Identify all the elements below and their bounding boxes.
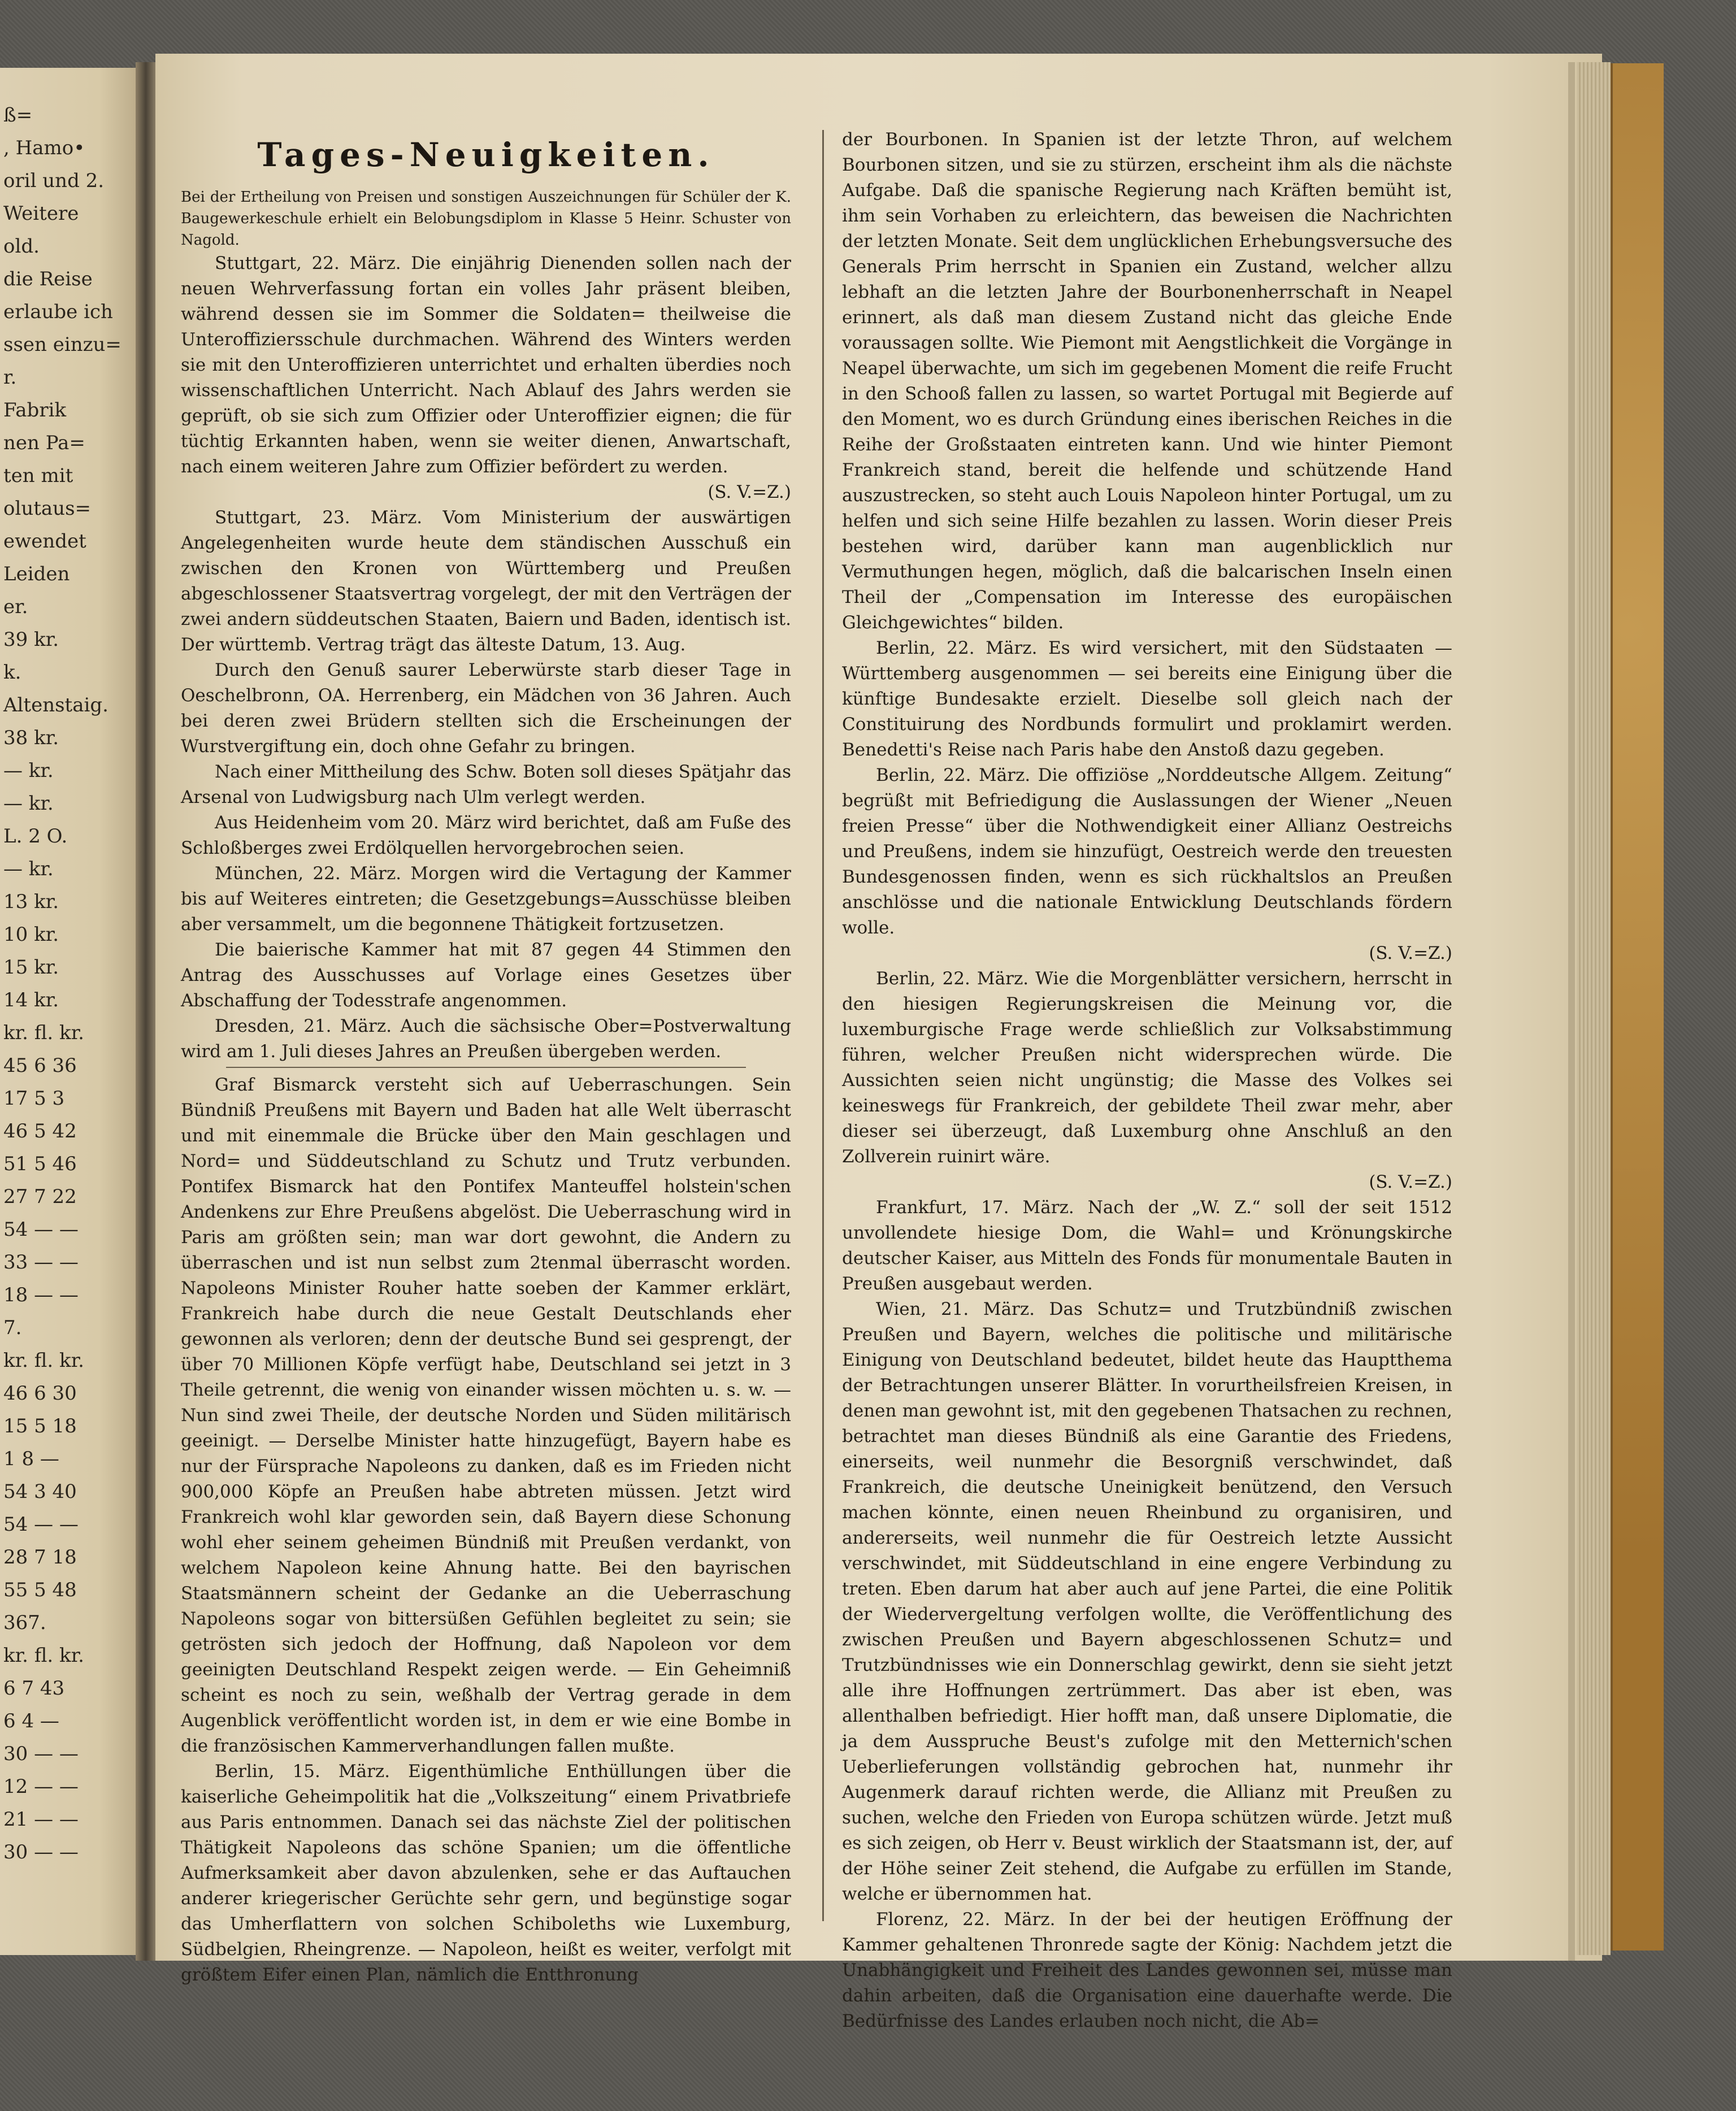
previous-page-line: 18 — — (3, 1284, 79, 1306)
article-column-left (181, 186, 791, 1995)
previous-page-line: 27 7 22 (3, 1185, 77, 1208)
previous-page-line: Leiden (3, 563, 70, 585)
article-paragraph: Berlin, 22. März. Wie die Morgenblätter versichern, herrscht in den hiesigen Regierungskreisen die Meinung vor, die luxemburgische Frage werde schließlich zur Volksabstimmung führen, welcher Preußen nicht widersprechen würde. Die Aussichten seien nicht ungünstig; die Masse des Volkes sei keineswegs für Frankreich, der gebildete Theil zwar mehr, aber dieser sei überzeugt, daß Luxemburg ohne Anschluß an den Zollverein ruinirt wäre. (842, 968, 1452, 1167)
previous-page-line: ewendet (3, 530, 86, 553)
previous-page-line: 54 3 40 (3, 1480, 77, 1503)
previous-page-line: olutaus= (3, 497, 92, 520)
previous-page-line: oril und 2. (3, 170, 105, 192)
previous-page-line: 17 5 3 (3, 1087, 65, 1110)
page-shadow (1568, 62, 1575, 1961)
article-paragraph: Wien, 21. März. Das Schutz= und Trutzbündniß zwischen Preußen und Bayern, welches die politische und militärische Einigung von Deutschland bedeutet, bildet heute das Hauptthema der Betrachtungen unserer Blätter. In vorurtheilsfreien Kreisen, in denen man gewohnt ist, mit den gegebenen Thatsachen zu rechnen, betrachtet man dieses Bündniß als eine Garantie des Friedens, einerseits, weil nunmehr die Besorgniß verschwindet, daß Frankreich, die deutsche Uneinigkeit benützend, den Versuch machen könnte, einen neuen Rheinbund zu organisiren, und andererseits, weil nunmehr die für Oestreich letzte Aussicht verschwindet, mit Süddeutschland in eine engere Verbindung zu treten. Eben darum hat aber auch auf jene Partei, die eine Politik der Wiedervergeltung verfolgen wollte, die Veröffentlichung des zwischen Preußen und Bayern abgeschlossenen Schutz= und Trutzbündnisses wie ein Donnerschlag gewirkt, denn sie sieht jetzt alle ihre Hoffnungen zertrümmert. Das aber ist eben, was allenthalben befriedigt. Hier hofft man, daß unsere Diplomatie, die ja dem Ausspruche Beust's zufolge mit den Metternich'schen Ueberlieferungen vollständig gebrochen hat, nunmehr ihr Augenmerk darauf richten werde, die Allianz mit Preußen zu suchen, welche den Frieden von Europa schützen würde. Jetzt muß es sich zeigen, ob Herr v. Beust wirklich der Staatsmann ist, der, auf der Höhe seiner Zeit stehend, die Aufgabe zu erfüllen im Stande, welche er übernommen hat. (842, 1299, 1452, 1904)
book-cover-edge (1611, 63, 1664, 1951)
previous-page-line: 54 — — (3, 1218, 79, 1241)
previous-page-line: 10 kr. (3, 923, 59, 946)
previous-page-line: Weitere (3, 202, 79, 225)
article-paragraph: Stuttgart, 22. März. Die einjährig Dienenden sollen nach der neuen Wehrverfassung fortan ein volles Jahr präsent bleiben, während dessen sie im Sommer die Soldaten= theilweise die Unteroffiziersschule durchmachen. Während des Winters werden sie mit den Unteroffizieren unterrichtet und erhalten überdies noch wissenschaftlichen Unterricht. Nach Ablauf des Jahrs werden sie geprüft, ob sie sich zum Offizier oder Unteroffizier eignen; die für tüchtig Erkannten haben, wenn sie weiter dienen, Anwartschaft, nach einem weiteren Jahre zum Offizier befördert zu werden. (181, 253, 791, 477)
article-paragraph: Dresden, 21. März. Auch die sächsische Ober=Postverwaltung wird am 1. Juli dieses Jahres an Preußen übergeben werden. (181, 1016, 791, 1062)
previous-page-line: 13 kr. (3, 891, 59, 913)
previous-page-line: 15 5 18 (3, 1415, 77, 1437)
book-gutter (136, 62, 158, 1961)
article-column-right (842, 127, 1452, 2031)
page-stack-edge (1577, 62, 1611, 1955)
previous-page-line: 39 kr. (3, 628, 59, 651)
previous-page-line: 51 5 46 (3, 1153, 77, 1175)
previous-page-line: nen Pa= (3, 432, 85, 454)
previous-page-line: 21 — — (3, 1808, 79, 1831)
previous-page-line: 6 4 — (3, 1710, 59, 1732)
previous-page-line: Altenstaig. (3, 694, 108, 716)
article-paragraph: (S. V.=Z.) (1369, 1172, 1452, 1192)
previous-page-line: 6 7 43 (3, 1677, 65, 1700)
article-separator (226, 1067, 746, 1068)
article-paragraph: Durch den Genuß saurer Leberwürste starb dieser Tage in Oeschelbronn, OA. Herrenberg, ein Mädchen von 36 Jahren. Auch bei deren zwei Brüdern stellten sich die Erscheinungen der Wurstvergiftung ein, doch ohne Gefahr zu bringen. (181, 660, 791, 757)
previous-page-line: ß= (3, 104, 33, 127)
previous-page-line: 12 — — (3, 1775, 79, 1798)
previous-page (0, 68, 141, 1955)
previous-page-line: — kr. (3, 759, 54, 782)
article-paragraph: München, 22. März. Morgen wird die Vertagung der Kammer bis auf Weiteres eintreten; die Gesetzgebungs=Ausschüsse bleiben aber versammelt, um die begonnene Thätigkeit fortzusetzen. (181, 863, 791, 935)
previous-page-line: L. 2 O. (3, 825, 68, 848)
previous-page-line: kr. fl. kr. (3, 1644, 84, 1667)
previous-page-line: kr. fl. kr. (3, 1349, 84, 1372)
article-paragraph: Die baierische Kammer hat mit 87 gegen 44 Stimmen den Antrag des Ausschusses auf Vorlage eines Gesetzes über Abschaffung der Todesstrafe angenommen. (181, 940, 791, 1011)
article-paragraph: Graf Bismarck versteht sich auf Ueberraschungen. Sein Bündniß Preußens mit Bayern und Baden hat alle Welt überrascht und mit einemmale die Brücke über den Main geschlagen und Nord= und Süddeutschland zu Schutz und Trutz verbunden. Pontifex Bismarck hat den Pontifex Manteuffel holstein'schen Andenkens zur Ehre Preußens abgelöst. Die Ueberraschung wird in Paris am größten sein; man war dort gewohnt, die Andern zu überraschen und ist nun selbst zum 2tenmal überrascht worden. Napoleons Minister Rouher hatte soeben der Kammer erklärt, Frankreich habe durch die neue Gestalt Deutschlands eher gewonnen als verloren; denn der deutsche Bund sei gesprengt, der über 70 Millionen Köpfe verfügt habe, Deutschland sei jetzt in 3 Theile getrennt, die wenig von einander wissen möchten u. s. w. — Nun sind zwei Theile, der deutsche Norden und Süden militärisch geeinigt. — Derselbe Minister hatte hinzugefügt, Bayern habe es nur der Fürsprache Napoleons zu danken, daß es im Frieden nicht 900,000 Köpfe an Preußen habe abtreten müssen. Jetzt wird Frankreich wohl klar geworden sein, daß Bayern diese Schonung wohl eher seinem geheimen Bündniß mit Preußen verdankt, von welchem Napoleon keine Ahnung hatte. Bei den bayrischen Staatsmännern scheint der Gedanke an die Ueberraschung Napoleons sogar von bittersüßen Gefühlen begleitet zu sein; sie getrösten sich jedoch der Hoffnung, daß Napoleon vor dem geeinigten Deutschland Respekt zeigen werde. — Ein Geheimniß scheint es noch zu sein, weßhalb der Vertrag gerade in dem Augenblick veröffentlicht worden ist, in dem er wie eine Bombe in die französischen Kammerverhandlungen fallen mußte. (181, 1075, 791, 1756)
previous-page-line: 7. (3, 1317, 22, 1339)
previous-page-line: erlaube ich (3, 301, 113, 323)
article-paragraph: (S. V.=Z.) (708, 482, 791, 502)
previous-page-line: 1 8 — (3, 1448, 59, 1470)
previous-page-line: 54 — — (3, 1513, 79, 1536)
previous-page-line: 367. (3, 1612, 46, 1634)
article-paragraph: (S. V.=Z.) (1369, 943, 1452, 963)
previous-page-line: kr. fl. kr. (3, 1022, 84, 1044)
previous-page-line: ssen einzu= (3, 333, 121, 356)
previous-page-line: 38 kr. (3, 727, 59, 749)
previous-page-line: 45 6 36 (3, 1054, 77, 1077)
section-heading: Tages-Neuigkeiten. (257, 136, 715, 174)
previous-page-line: 55 5 48 (3, 1579, 77, 1601)
article-paragraph: der Bourbonen. In Spanien ist der letzte Thron, auf welchem Bourbonen sitzen, und sie zu stürzen, erscheint ihm als die nächste Aufgabe. Daß die spanische Regierung nach Kräften bemüht ist, ihm sein Vorhaben zu erleichtern, das beweisen die Nachrichten der letzten Monate. Seit dem unglücklichen Erhebungsversuche des Generals Prim herrscht in Spanien ein Zustand, welcher allzu lebhaft an die letzten Jahre der Bourbonenherrschaft in Neapel erinnert, als daß man diesem Zustand nicht das gleiche Ende voraussagen sollte. Wie Piemont mit Aengstlichkeit die Vorgänge in Neapel überwachte, um sich im gegebenen Moment die reife Frucht in den Schooß fallen zu lassen, so wartet Portugal mit Begierde auf den Moment, wo es durch Gründung eines iberischen Reiches in die Reihe der Großstaaten eintreten kann. Und wie hinter Piemont Frankreich stand, bereit die helfende und schützende Hand auszustrecken, so steht auch Louis Napoleon hinter Portugal, um zu helfen und sich seine Hilfe bezahlen zu lassen. Worin dieser Preis bestehen wird, darüber kann man augenblicklich nur Vermuthungen hegen, möglich, daß die balcarischen Inseln einen Theil der „Compensation im Interesse des europäischen Gleichgewichtes“ bilden. (842, 129, 1452, 633)
article-paragraph: Berlin, 22. März. Die offiziöse „Norddeutsche Allgem. Zeitung“ begrüßt mit Befriedigung die Auslassungen der Wiener „Neuen freien Presse“ über die Nothwendigkeit einer Allianz Oestreichs und Preußens, indem sie hinzufügt, Oestreich werde den treuesten Bundesgenossen finden, wenn es sich rückhaltslos an Preußen anschlösse und die nationale Entwicklung Deutschlands fördern wolle. (842, 765, 1452, 938)
previous-page-line: r. (3, 366, 17, 389)
article-paragraph: Nach einer Mittheilung des Schw. Boten soll dieses Spätjahr das Arsenal von Ludwigsburg nach Ulm verlegt werden. (181, 762, 791, 807)
previous-page-line: er. (3, 596, 28, 618)
previous-page-line: 30 — — (3, 1743, 79, 1765)
article-paragraph: Bei der Ertheilung von Preisen und sonstigen Auszeichnungen für Schüler der K. Baugewerkeschule erhielt ein Belobungsdiplom in Klasse 5 Heinr. Schuster von Nagold. (181, 189, 791, 249)
previous-page-line: 28 7 18 (3, 1546, 77, 1569)
previous-page-line: 15 kr. (3, 956, 59, 979)
previous-page-line: k. (3, 661, 21, 684)
article-paragraph: Florenz, 22. März. In der bei der heutigen Eröffnung der Kammer gehaltenen Thronrede sagte der König: Nachdem jetzt die Unabhängigkeit und Freiheit des Landes gewonnen sei, müsse man dahin arbeiten, daß die Organisation eine dauerhafte werde. Die Bedürfnisse des Landes erlauben noch nicht, die Ab= (842, 1909, 1452, 2031)
previous-page-line: , Hamo• (3, 137, 85, 159)
article-paragraph: Frankfurt, 17. März. Nach der „W. Z.“ soll der seit 1512 unvollendete hiesige Dom, die Wahl= und Krönungskirche deutscher Kaiser, aus Mitteln des Fonds für monumentale Bauten in Preußen ausgebaut werden. (842, 1197, 1452, 1294)
article-paragraph: Berlin, 15. März. Eigenthümliche Enthüllungen über die kaiserliche Geheimpolitik hat die „Volkszeitung“ einem Privatbriefe aus Paris entnommen. Danach sei das nächste Ziel der politischen Thätigkeit Napoleons das schöne Spanien; um die öffentliche Aufmerksamkeit aber davon abzulenken, sehe er das Auftauchen anderer kriegerischer Gerüchte sehr gern, und begünstige sogar das Umherflattern von solchen Schiboleths wie Luxemburg, Südbelgien, Rheingrenze. — Napoleon, heißt es weiter, verfolgt mit größtem Eifer einen Plan, nämlich die Entthronung (181, 1761, 791, 1985)
article-paragraph: Stuttgart, 23. März. Vom Ministerium der auswärtigen Angelegenheiten wurde heute dem ständischen Ausschuß ein zwischen den Kronen von Württemberg und Preußen abgeschlossener Staatsvertrag vorgelegt, der mit den Verträgen der zwei andern süddeutschen Staaten, Baiern und Baden, identisch ist. Der württemb. Vertrag trägt das älteste Datum, 13. Aug. (181, 507, 791, 655)
previous-page-line: die Reise (3, 268, 93, 290)
previous-page-line: 14 kr. (3, 989, 59, 1011)
column-divider (822, 130, 824, 1921)
previous-page-line: ten mit (3, 464, 73, 487)
previous-page-line: — kr. (3, 792, 54, 815)
previous-page-line: Fabrik (3, 399, 67, 422)
article-paragraph: Aus Heidenheim vom 20. März wird berichtet, daß am Fuße des Schloßberges zwei Erdölquellen hervorgebrochen seien. (181, 813, 791, 858)
previous-page-line: 46 5 42 (3, 1120, 77, 1143)
previous-page-line: 46 6 30 (3, 1382, 77, 1405)
previous-page-line: 33 — — (3, 1251, 79, 1274)
previous-page-line: old. (3, 235, 40, 258)
previous-page-line: — kr. (3, 858, 54, 880)
article-paragraph: Berlin, 22. März. Es wird versichert, mit den Südstaaten — Württemberg ausgenommen — sei bereits eine Einigung über die künftige Bundesakte erzielt. Dieselbe soll gleich nach der Constituirung des Nordbunds formulirt und proklamirt werden. Benedetti's Reise nach Paris habe den Anstoß dazu gegeben. (842, 638, 1452, 760)
previous-page-line: 30 — — (3, 1841, 79, 1864)
